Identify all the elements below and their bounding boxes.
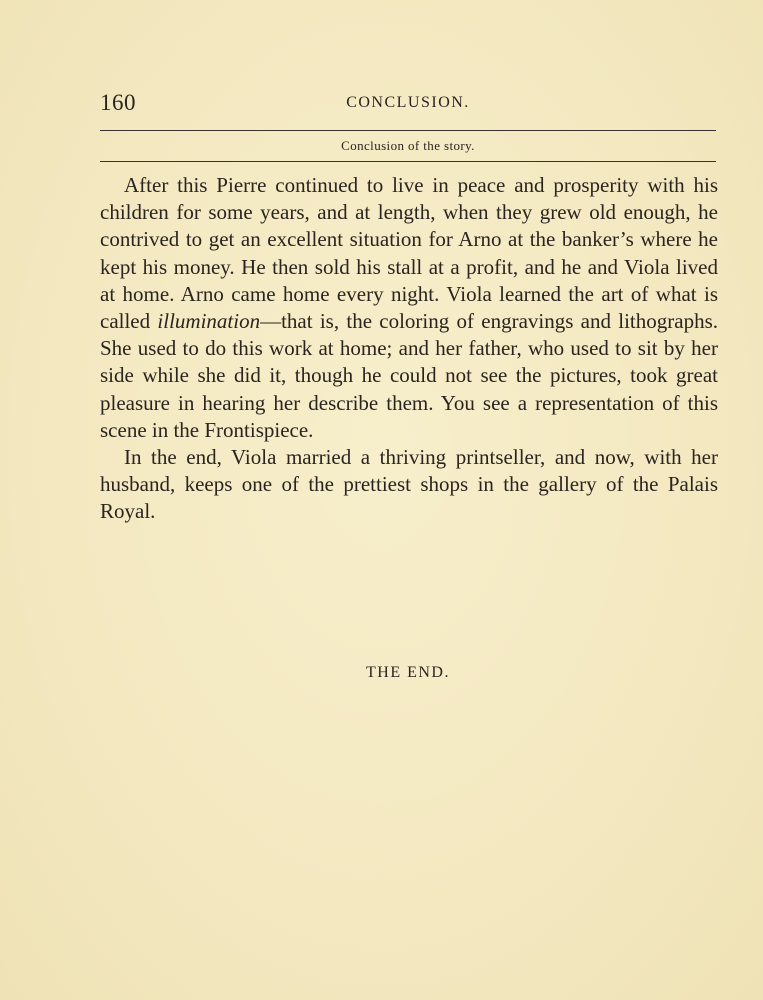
page-number: 160	[100, 90, 136, 115]
paragraph-1-text-after: —that is, the coloring of engravings and lithographs. She used to do this work at home; and her father, who used to sit by her side while she did it, though he could not see the pictures, took great pleasure in hearing her describe them. You see a representation of this scene in the Frontispiece.	[100, 309, 718, 442]
header-rule-bottom	[100, 161, 716, 162]
header-rule-top	[100, 130, 716, 131]
running-head: CONCLUSION.	[346, 94, 470, 111]
page-header	[100, 90, 716, 124]
body-text	[100, 172, 718, 526]
paragraph-1-text-before: After this Pierre continued to live in peace and prosperity with his children for some years, and at length, when they grew old enough, he contrived to get an excellent situation for Arno at the banker’s where he kept his money. He then sold his stall at a profit, and he and Viola lived at home. Arno came home every night. Viola learned the art of what is called	[100, 173, 718, 334]
paragraph-2: In the end, Viola married a thriving printseller, and now, with her husband, keeps one of the prettiest shops in the gallery of the Palais Royal.	[100, 445, 718, 524]
the-end-label: THE END.	[366, 664, 450, 681]
section-subhead: Conclusion of the story.	[341, 138, 475, 153]
paragraph-1	[100, 172, 718, 444]
paragraph-1-italic-term: illumination	[157, 309, 261, 334]
